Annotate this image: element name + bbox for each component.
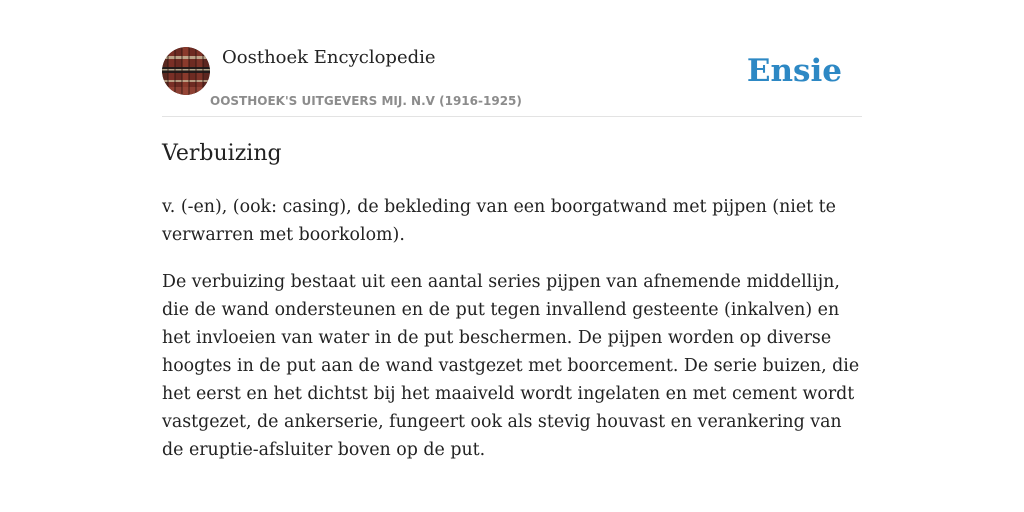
entry-title: Verbuizing [162, 141, 282, 166]
source-publisher: OOSTHOEK'S UITGEVERS MIJ. N.V (1916-1925) [210, 94, 522, 108]
entry-paragraph-description: De verbuizing bestaat uit een aantal series pijpen van afnemende middellijn, die de wand ondersteunen en de put tegen invallend gesteente (inkalven) en het invloeien van water in de put beschermen. De pijpen worden op diverse hoogtes in de put aan de wand vastgezet met boorcement. De serie buizen, die het eerst en het dichtst bij het maaiveld wordt ingelaten en met cement wordt vastgezet, de ankerserie, fungeert ook als stevig houvast en verankering van de eruptie-afsluiter boven op de put. [162, 272, 860, 460]
entry-paragraph-definition: v. (-en), (ook: casing), de bekleding van een boorgatwand met pijpen (niet te verwarren met boorkolom). [162, 197, 836, 245]
source-header [162, 46, 862, 117]
entry-body [162, 193, 862, 483]
book-spines-icon[interactable] [162, 47, 210, 95]
ensie-logo[interactable]: Ensie [746, 53, 842, 89]
source-title[interactable]: Oosthoek Encyclopedie [222, 47, 436, 68]
